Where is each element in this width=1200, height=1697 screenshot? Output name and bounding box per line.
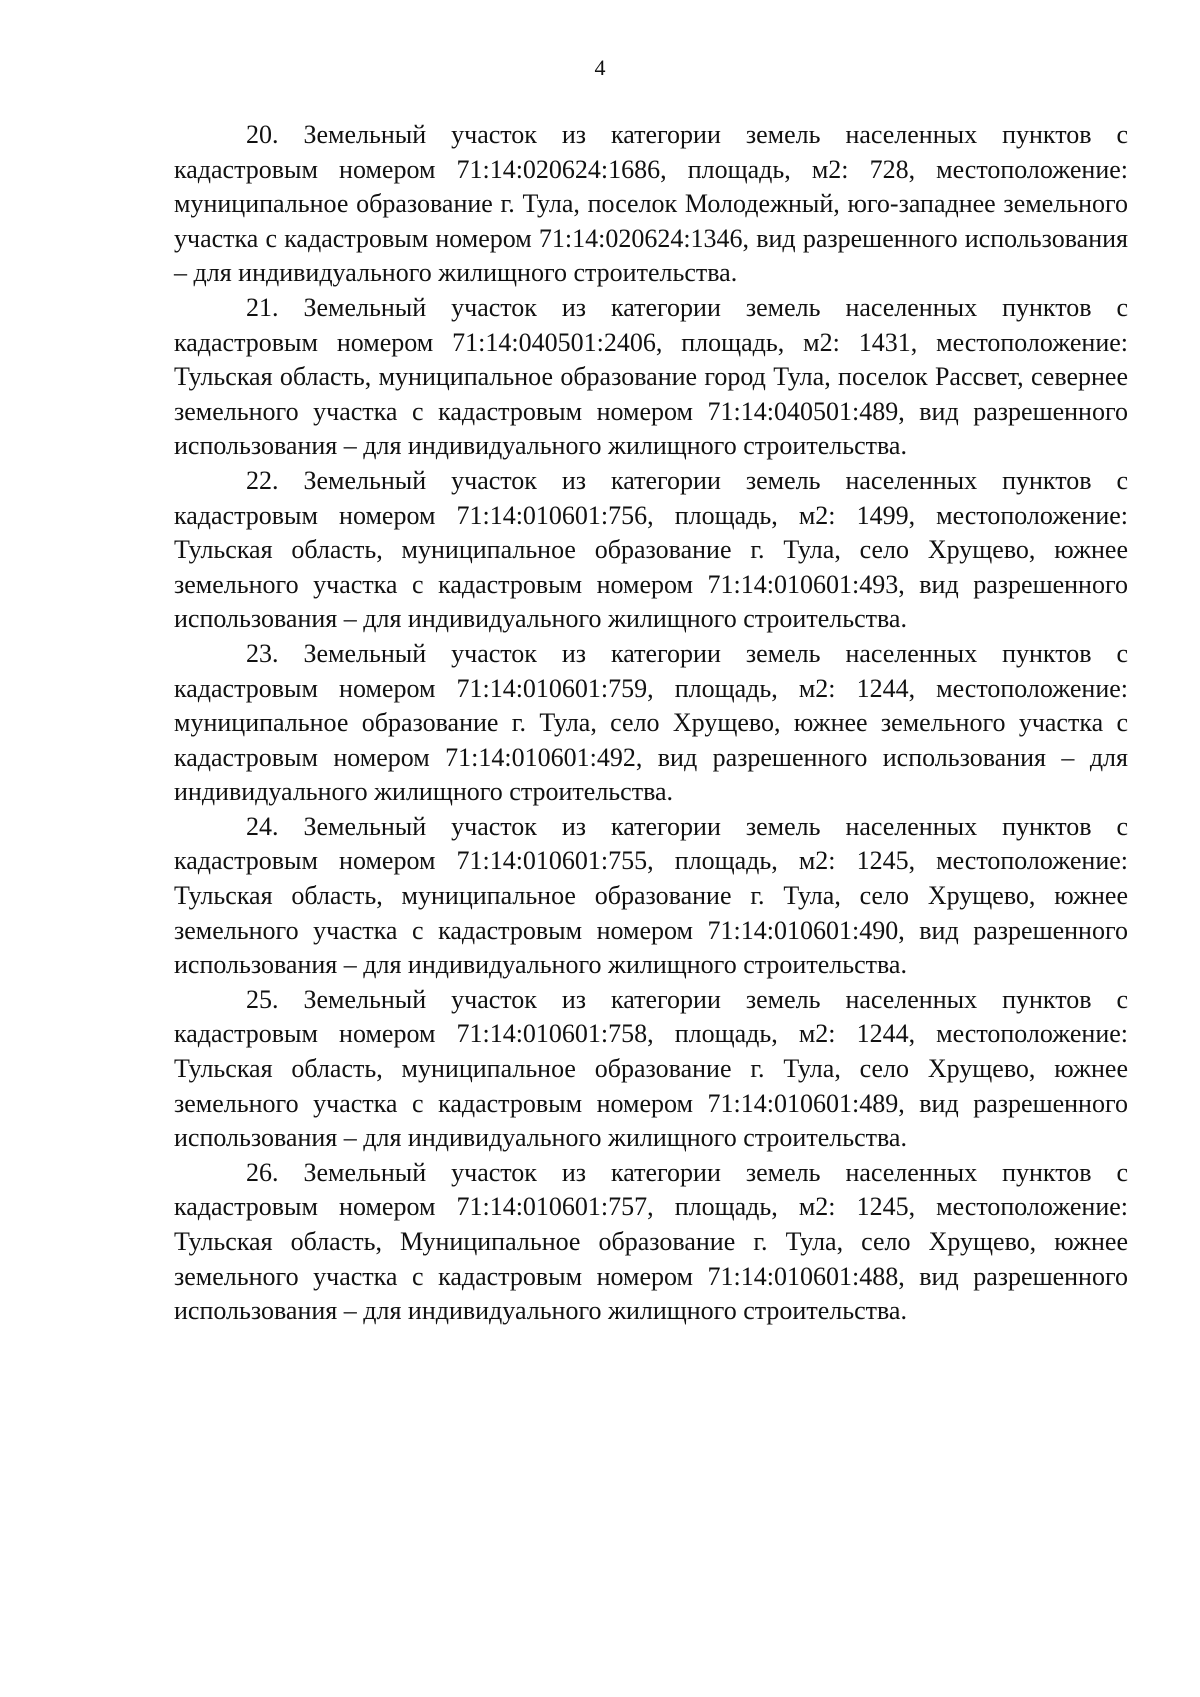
document-body (174, 118, 1128, 1329)
paragraph-item-24: 24. Земельный участок из категории земель населенных пунктов с кадастровым номером 71:14:010601:755, площадь, м2: 1245, местоположение: Тульская область, муниципальное образование г. Тула, село Хрущево, южнее земельного участка с кадастровым номером 71:14:010601:490, вид разрешенного использования – для индивидуального жилищного строительства. (174, 811, 1128, 980)
paragraph-item-20: 20. Земельный участок из категории земель населенных пунктов с кадастровым номером 71:14:020624:1686, площадь, м2: 728, местоположение: муниципальное образование г. Тула, поселок Молодежный, юго-западнее земельного участка с кадастровым номером 71:14:020624:1346, вид разрешенного использования – для индивидуального жилищного строительства. (174, 120, 1128, 288)
page-number: 4 (594, 55, 606, 80)
paragraph-item-25: 25. Земельный участок из категории земель населенных пунктов с кадастровым номером 71:14:010601:758, площадь, м2: 1244, местоположение: Тульская область, муниципальное образование г. Тула, село Хрущево, южнее земельного участка с кадастровым номером 71:14:010601:489, вид разрешенного использования – для индивидуального жилищного строительства. (174, 984, 1128, 1153)
paragraph-item-21: 21. Земельный участок из категории земель населенных пунктов с кадастровым номером 71:14:040501:2406, площадь, м2: 1431, местоположение: Тульская область, муниципальное образование город Тула, поселок Рассвет, севернее земельного участка с кадастровым номером 71:14:040501:489, вид разрешенного использования – для индивидуального жилищного строительства. (174, 292, 1128, 461)
paragraph-item-22: 22. Земельный участок из категории земель населенных пунктов с кадастровым номером 71:14:010601:756, площадь, м2: 1499, местоположение: Тульская область, муниципальное образование г. Тула, село Хрущево, южнее земельного участка с кадастровым номером 71:14:010601:493, вид разрешенного использования – для индивидуального жилищного строительства. (174, 465, 1128, 634)
paragraph-item-23: 23. Земельный участок из категории земель населенных пунктов с кадастровым номером 71:14:010601:759, площадь, м2: 1244, местоположение: муниципальное образование г. Тула, село Хрущево, южнее земельного участка с кадастровым номером 71:14:010601:492, вид разрешенного использования – для индивидуального жилищного строительства. (174, 638, 1128, 807)
paragraph-item-26: 26. Земельный участок из категории земель населенных пунктов с кадастровым номером 71:14:010601:757, площадь, м2: 1245, местоположение: Тульская область, Муниципальное образование г. Тула, село Хрущево, южнее земельного участка с кадастровым номером 71:14:010601:488, вид разрешенного использования – для индивидуального жилищного строительства. (174, 1157, 1128, 1326)
